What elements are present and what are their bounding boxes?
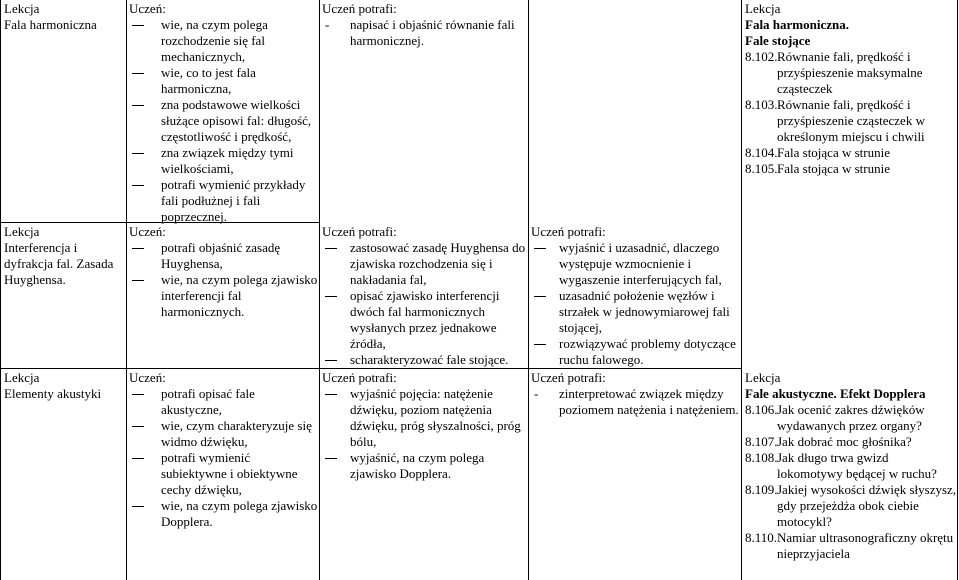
table-divider (741, 0, 742, 580)
list-item: opisać zjawisko interferencji dwóch fal harmonicznych wysłanych przez jednakowe źródła, (322, 288, 528, 352)
table-divider (528, 0, 529, 580)
chapter-entry: 8.109.Jakiej wysokości dźwięk słyszysz, gdy przejeżdża obok ciebie motocykl? (745, 482, 957, 529)
list-item: potrafi objaśnić zasadę Huyghensa, (129, 240, 319, 272)
basic-requirements-cell (322, 224, 528, 368)
student-outcomes-cell (129, 224, 319, 320)
list-item: zna związek między tymi wielkościami, (129, 145, 319, 177)
chapter-title: Fala harmoniczna. (745, 17, 849, 32)
outcomes-heading: Uczeń: (129, 224, 166, 239)
chapter-entry: 8.104.Fala stojąca w strunie (745, 145, 890, 160)
row-divider (0, 368, 741, 369)
list-item: wyjaśnić, na czym polega zjawisko Dopplera. (322, 450, 528, 482)
outcomes-heading: Uczeń potrafi: (322, 370, 397, 385)
student-outcomes-cell (129, 370, 319, 530)
list-item: uzasadnić położenie węzłów i strzałek w jednowymiarowej fali stojącej, (531, 288, 739, 336)
chapter-title: Fale stojące (745, 33, 811, 48)
list-item: wie, na czym polega zjawisko Dopplera. (129, 498, 319, 530)
list-item: potrafi opisać fale akustyczne, (129, 386, 319, 418)
lesson-cell (4, 370, 124, 402)
list-item: - zinterpretować związek między poziomem natężenia i natężeniem. (531, 386, 739, 418)
chapter-cell (745, 370, 957, 562)
list-item: scharakteryzować fale stojące. (322, 352, 528, 368)
basic-requirements-cell (322, 370, 528, 482)
outcomes-heading: Uczeń potrafi: (322, 224, 397, 239)
lesson-title: Interferencja i dyfrakcja fal. Zasada Huyghensa. (4, 240, 114, 287)
list-item: zna podstawowe wielkości służące opisowi fal: długość, częstotliwość i prędkość, (129, 97, 319, 145)
list-item: rozwiązywać problemy dotyczące ruchu falowego. (531, 336, 739, 368)
extended-requirements-cell (531, 370, 739, 418)
outcomes-heading: Uczeń: (129, 370, 166, 385)
chapter-entry: 8.107.Jak dobrać moc głośnika? (745, 434, 912, 449)
chapter-heading: Lekcja (745, 1, 781, 16)
list-item: wyjaśnić pojęcia: natężenie dźwięku, poziom natężenia dźwięku, próg słyszalności, próg bólu, (322, 386, 528, 450)
list-item: zastosować zasadę Huyghensa do zjawiska rozchodzenia się i nakładania fal, (322, 240, 528, 288)
list-item: wie, co to jest fala harmoniczna, (129, 65, 319, 97)
student-outcomes-cell (129, 1, 319, 225)
outcomes-heading: Uczeń potrafi: (531, 370, 606, 385)
basic-requirements-cell (322, 1, 528, 49)
table-border-right (957, 0, 958, 580)
list-item: wyjaśnić i uzasadnić, dlaczego występuje wzmocnienie i wygaszenie interferujących fal, (531, 240, 739, 288)
chapter-entry: 8.103.Równanie fali, prędkość i przyśpieszenie cząsteczek w określonym miejscu i chwili (745, 97, 925, 144)
list-item: wie, czym charakteryzuje się widmo dźwięku, (129, 418, 319, 450)
list-item: - napisać i objaśnić równanie fali harmonicznej. (322, 17, 528, 49)
chapter-entry: 8.106.Jak ocenić zakres dźwięków wydawanych przez organy? (745, 402, 925, 433)
lesson-title: Fala harmoniczna (4, 17, 97, 32)
chapter-title: Fale akustyczne. Efekt Dopplera (745, 386, 926, 401)
list-item: wie, na czym polega rozchodzenie się fal mechanicznych, (129, 17, 319, 65)
chapter-entry: 8.110.Namiar ultrasonograficzny okrętu nieprzyjaciela (745, 530, 954, 561)
chapter-heading: Lekcja (745, 370, 781, 385)
lesson-title: Elementy akustyki (4, 386, 102, 401)
lesson-heading: Lekcja (4, 1, 40, 16)
table-border-left (0, 0, 1, 580)
list-item: potrafi wymienić subiektywne i obiektywne cechy dźwięku, (129, 450, 319, 498)
chapter-entry: 8.105.Fala stojąca w strunie (745, 161, 890, 176)
list-item: potrafi wymienić przykłady fali podłużnej i fali poprzecznej. (129, 177, 319, 225)
lesson-heading: Lekcja (4, 224, 40, 239)
list-item: wie, na czym polega zjawisko interferencji fal harmonicznych. (129, 272, 319, 320)
extended-requirements-cell (531, 224, 739, 368)
lesson-heading: Lekcja (4, 370, 40, 385)
outcomes-heading: Uczeń potrafi: (322, 1, 397, 16)
chapter-entry: 8.102.Równanie fali, prędkość i przyśpieszenie maksymalne cząsteczek (745, 49, 923, 96)
chapter-cell (745, 1, 957, 177)
table-divider (126, 0, 127, 580)
chapter-entry: 8.108.Jak długo trwa gwizd lokomotywy będącej w ruchu? (745, 450, 937, 481)
outcomes-heading: Uczeń potrafi: (531, 224, 606, 239)
lesson-cell (4, 1, 124, 33)
table-divider (319, 0, 320, 580)
lesson-cell (4, 224, 124, 288)
outcomes-heading: Uczeń: (129, 1, 166, 16)
